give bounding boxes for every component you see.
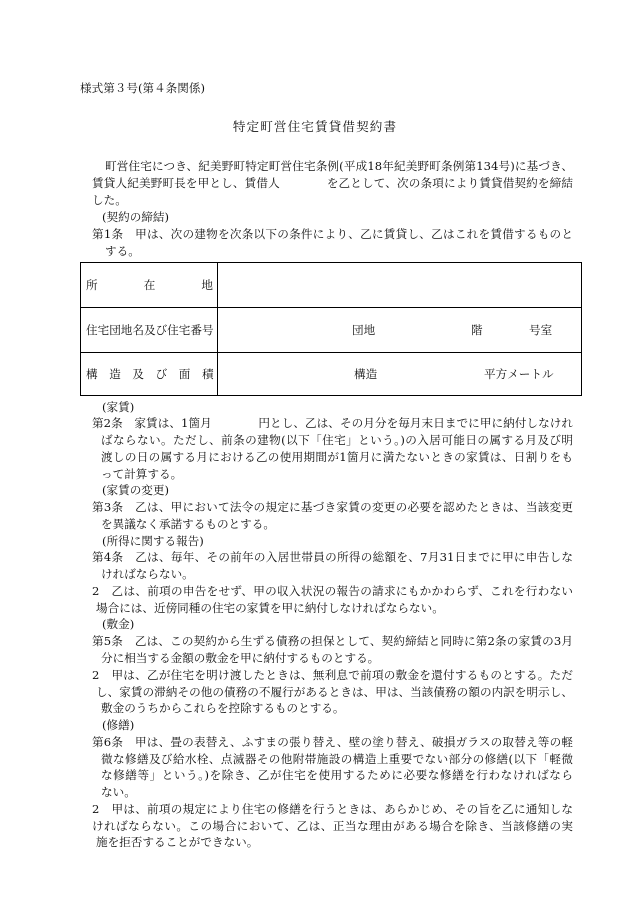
table-row-location xyxy=(81,263,581,307)
article-line: 微な修繕及び給水栓、点滅器その他附帯施設の構造上重要でない部分の修繕(以下「軽微 xyxy=(101,751,573,766)
article-line: 第3条 乙は、甲において法令の規定に基づき家賃の変更の必要を認めたときは、当該変更 xyxy=(92,500,573,515)
articles xyxy=(92,399,573,852)
article-line: 敷金のうちからこれらを控除するものとする。 xyxy=(101,701,345,716)
article-line: する。 xyxy=(105,244,140,259)
article-heading: (契約の締結) xyxy=(102,210,170,225)
article-line: 第5条 乙は、この契約から生ずる債務の担保として、契約締結と同時に第2条の家賃の3月 xyxy=(92,634,573,649)
floor-suffix: 階 xyxy=(471,323,483,337)
table-row-unit xyxy=(81,307,581,352)
article-line: ければならない。 xyxy=(101,567,194,582)
article-line: 第4条 乙は、毎年、その前年の入居世帯員の所得の総額を、7月31日までに甲に申告しな xyxy=(92,550,573,565)
structure-value-cell xyxy=(218,353,581,395)
article-line: 分に相当する金額の敷金を甲に納付するものとする。 xyxy=(101,650,380,665)
structure-area-label: 構 造 及 び 面 積 xyxy=(86,367,214,381)
article-line: 場合には、近傍同種の住宅の家賃を甲に納付しなければならない。 xyxy=(96,600,444,615)
preamble-line: した。 xyxy=(92,192,127,207)
article-5-deposit xyxy=(92,616,573,717)
property-table xyxy=(80,262,582,396)
article-line: な修繕等」という。)を除き、乙が住宅を使用するために必要な修繕を行わなければなら xyxy=(101,768,573,783)
article-line: ばならない。ただし、前条の建物(以下「住宅」という。)の入居可能日の属する月及び明 xyxy=(101,433,573,448)
article-line: 第2条 家賃は、1箇月 円とし、乙は、その月分を毎月末日までに甲に納付しなけれ xyxy=(92,416,573,431)
area-unit: 平方メートル xyxy=(484,367,554,381)
article-line: 渡しの日の属する月における乙の使用期間が1箇月に満たないときの家賃は、日割りをも xyxy=(101,449,573,464)
table-label-cell xyxy=(81,308,218,352)
article-heading: (修繕) xyxy=(102,718,135,733)
structure-suffix: 構造 xyxy=(354,367,378,381)
article-heading: (家賃) xyxy=(102,399,135,414)
table-row-structure xyxy=(81,352,581,395)
article-3-rent-change xyxy=(92,482,573,532)
location-label: 所 在 地 xyxy=(86,278,213,292)
article-heading: (所得に関する報告) xyxy=(102,533,204,548)
article-line: 第1条 甲は、次の建物を次条以下の条件により、乙に賃貸し、乙はこれを賃借するものと xyxy=(92,227,573,242)
table-label-cell xyxy=(81,263,218,307)
room-suffix: 号室 xyxy=(529,323,553,337)
article-2-rent xyxy=(92,399,573,483)
danchi-suffix: 団地 xyxy=(352,323,376,337)
preamble-line: 賃貸人紀美野町長を甲とし、賃借人 を乙として、次の条項により賃貸借契約を締結 xyxy=(92,175,573,190)
article-4-income-report xyxy=(92,533,573,617)
preamble-section xyxy=(92,158,573,261)
article-line: 施を拒否することができない。 xyxy=(96,835,259,850)
document-title: 特定町営住宅賃貸借契約書 xyxy=(232,119,398,134)
article-heading: (家賃の変更) xyxy=(102,483,170,498)
article-line: 第6条 甲は、畳の表替え、ふすまの張り替え、壁の塗り替え、破損ガラスの取替え等の軽 xyxy=(92,734,573,749)
location-value-cell xyxy=(218,263,581,307)
form-number: 様式第３号(第４条関係) xyxy=(80,81,205,95)
article-1 xyxy=(92,209,573,261)
article-line: 2 甲は、乙が住宅を明け渡したときは、無利息で前項の敷金を還付するものとする。ただ xyxy=(92,667,573,682)
article-line: って計算する。 xyxy=(101,466,183,481)
article-line: 2 甲は、前項の規定により住宅の修繕を行うときは、あらかじめ、その旨を乙に通知しな xyxy=(92,801,573,816)
article-line: ければならない。この場合において、乙は、正当な理由がある場合を除き、当該修繕の実 xyxy=(92,818,573,833)
article-line: し、家賃の滞納その他の債務の不履行があるときは、甲は、当該債務の額の内訳を明示し、 xyxy=(96,684,573,699)
article-line: ない。 xyxy=(101,785,136,800)
preamble-line: 町営住宅につき、紀美野町特定町営住宅条例(平成18年紀美野町条例第134号)に基づき、 xyxy=(105,158,573,173)
preamble xyxy=(92,158,573,210)
table-label-cell xyxy=(81,353,218,395)
article-6-repairs xyxy=(92,717,573,851)
unit-label: 住宅団地名及び住宅番号 xyxy=(86,323,214,337)
unit-value-cell xyxy=(218,308,581,352)
article-line: 2 乙は、前項の申告をせず、甲の収入状況の報告の請求にもかかわらず、これを行わない xyxy=(92,583,573,598)
article-heading: (敷金) xyxy=(102,617,135,632)
article-line: を異議なく承諾するものとする。 xyxy=(101,516,275,531)
